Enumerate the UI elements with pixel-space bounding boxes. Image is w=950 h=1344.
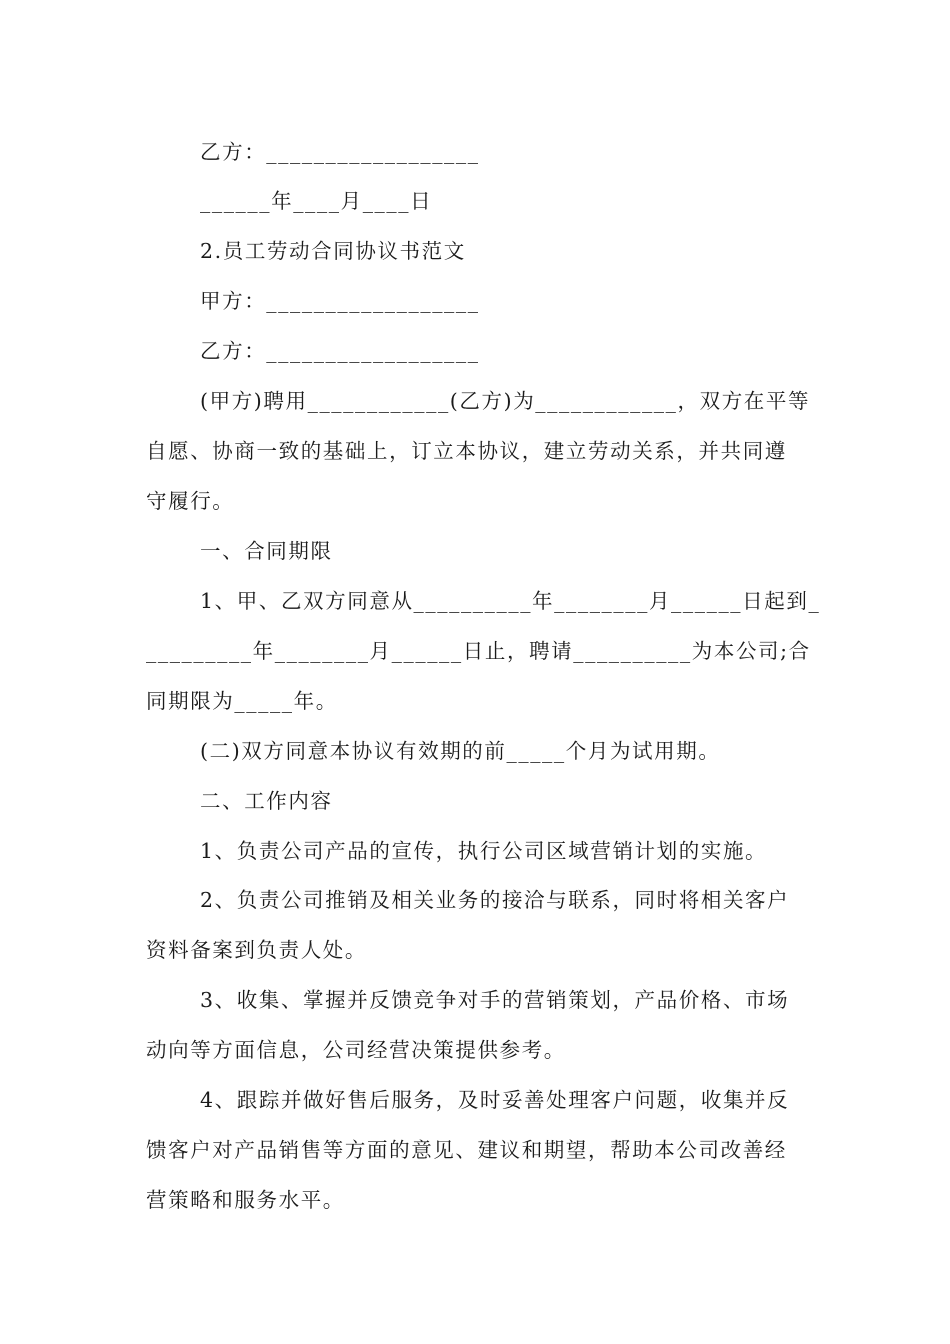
paragraph-line: (二)双方同意本协议有效期的前_____个月为试用期。 (200, 739, 721, 763)
paragraph-line: 营策略和服务水平。 (146, 1188, 345, 1212)
paragraph-line: 2、负责公司推销及相关业务的接洽与联系，同时将相关客户 (200, 888, 790, 912)
paragraph-line: (甲方)聘用____________(乙方)为____________，双方在平等 (200, 389, 811, 413)
paragraph-line: 动向等方面信息，公司经营决策提供参考。 (146, 1038, 566, 1062)
party-a-line: 甲方：__________________ (200, 289, 480, 313)
paragraph-line: 自愿、协商一致的基础上，订立本协议，建立劳动关系，并共同遵 (146, 439, 787, 463)
paragraph-line: 馈客户对产品销售等方面的意见、建议和期望，帮助本公司改善经 (146, 1138, 787, 1162)
paragraph-line: 守履行。 (146, 489, 235, 513)
paragraph-line: 1、负责公司产品的宣传，执行公司区域营销计划的实施。 (200, 839, 768, 863)
date-line: ______年____月____日 (200, 189, 433, 213)
clause-heading: 一、合同期限 (200, 539, 333, 563)
paragraph-line: 资料备案到负责人处。 (146, 938, 367, 962)
paragraph-line: _________年________月______日止，聘请__________为本公司;合 (146, 639, 811, 663)
paragraph-line: 3、收集、掌握并反馈竞争对手的营销策划，产品价格、市场 (200, 988, 790, 1012)
paragraph-line: 同期限为_____年。 (146, 689, 338, 713)
clause-heading: 二、工作内容 (200, 789, 333, 813)
paragraph-line: 1、甲、乙双方同意从__________年________月______日起到_ (200, 589, 821, 613)
paragraph-line: 4、跟踪并做好售后服务，及时妥善处理客户问题，收集并反 (200, 1088, 790, 1112)
party-b-line: 乙方：__________________ (200, 339, 480, 363)
section-heading: 2.员工劳动合同协议书范文 (200, 239, 466, 263)
party-b-signature-line: 乙方：__________________ (200, 140, 480, 164)
